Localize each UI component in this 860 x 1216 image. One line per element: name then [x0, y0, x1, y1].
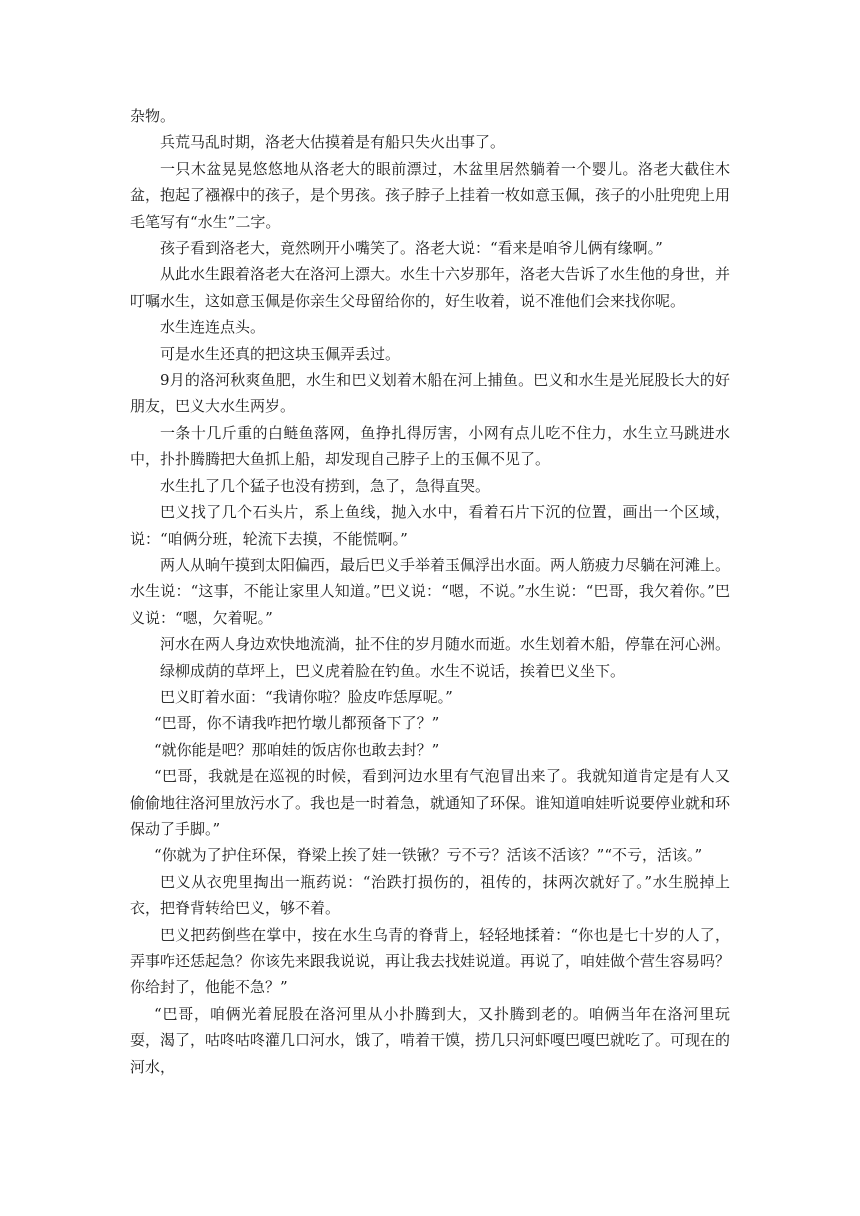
paragraph: “巴哥，咱俩光着屁股在洛河里从小扑腾到大，又扑腾到老的。咱俩当年在洛河里玩耍，渴了，咕咚咕咚灌几口河水，饿了，啃着干馍，捞几只河虾嘎巴嘎巴就吃了。可现在的河水， [130, 1004, 731, 1076]
paragraph: 一条十几斤重的白鲢鱼落网，鱼挣扎得厉害，小网有点儿吃不住力，水生立马跳进水中，扑扑腾腾把大鱼抓上船，却发现自己脖子上的玉佩不见了。 [130, 423, 730, 469]
paragraph: 杂物。 [130, 107, 176, 125]
paragraph: 可是水生还真的把这块玉佩弄丢过。 [160, 344, 401, 363]
paragraph: 巴义找了几个石头片，系上鱼线，抛入水中，看着石片下沉的位置，画出一个区域，说：“咱俩分班，轮流下去摸，不能慌啊。” [130, 503, 730, 548]
paragraph: 兵荒马乱时期，洛老大估摸着是有船只失火出事了。 [160, 133, 506, 152]
paragraph: 巴义盯着水面：“我请你啦？脸皮咋恁厚呢。” [160, 687, 453, 706]
paragraph: 9月的洛河秋爽鱼肥，水生和巴义划着木船在河上捕鱼。巴义和水生是光屁股长大的好朋友，巴义大水生两岁。 [130, 371, 730, 416]
paragraph: 两人从晌午摸到太阳偏西，最后巴义手举着玉佩浮出水面。两人筋疲力尽躺在河滩上。水生说：“这事，不能让家里人知道。”巴义说：“嗯，不说。”水生说：“巴哥，我欠着你。”巴义说：“嗯，欠着呢。” [130, 555, 731, 627]
paragraph: 一只木盆晃晃悠悠地从洛老大的眼前漂过，木盆里居然躺着一个婴儿。洛老大截住木盆，抱起了襁褓中的孩子，是个男孩。孩子脖子上挂着一枚如意玉佩，孩子的小肚兜兜上用毛笔写有“水生”二字。 [130, 159, 731, 231]
paragraph: “巴哥，你不请我咋把竹墩儿都预备下了？” [154, 714, 440, 733]
paragraph: 巴义从衣兜里掏出一瓶药说：“治跌打损伤的，祖传的，抹两次就好了。”水生脱掉上衣，把脊背转给巴义，够不着。 [130, 872, 730, 918]
paragraph: 河水在两人身边欢快地流淌，扯不住的岁月随水而逝。水生划着木船，停靠在河心洲。 [160, 635, 731, 654]
paragraph: “巴哥，我就是在巡视的时候，看到河边水里有气泡冒出来了。我就知道肯定是有人又偷偷地往洛河里放污水了。我也是一时着急，就通知了环保。谁知道咱娃听说要停业就和环保动了手脚。” [130, 767, 731, 838]
paragraph: “就你能是吧？那咱娃的饭店你也敢去封？” [154, 740, 440, 759]
paragraph: 从此水生跟着洛老大在洛河上漂大。水生十六岁那年，洛老大告诉了水生他的身世，并叮嘱水生，这如意玉佩是你亲生父母留给你的，好生收着，说不准他们会来找你呢。 [130, 265, 731, 310]
paragraph: “你就为了护住环保，脊梁上挨了娃一铁锹？亏不亏？活该不活该？”“不亏，活该。” [154, 846, 703, 865]
paragraph: 巴义把药倒些在掌中，按在水生乌青的脊背上，轻轻地揉着：“你也是七十岁的人了，弄事咋还恁起急？你该先来跟我说说，再让我去找娃说道。再说了，咱娃做个营生容易吗？你给封了，他能不急？” [130, 925, 731, 997]
paragraph: 水生扎了几个猛子也没有捞到，急了，急得直哭。 [160, 476, 491, 495]
document-body [130, 103, 730, 1080]
paragraph: 水生连连点头。 [160, 318, 266, 337]
paragraph: 绿柳成荫的草坪上，巴义虎着脸在钓鱼。水生不说话，挨着巴义坐下。 [160, 661, 626, 680]
paragraph: 孩子看到洛老大，竟然咧开小嘴笑了。洛老大说：“看来是咱爷儿俩有缘啊。” [160, 239, 663, 258]
